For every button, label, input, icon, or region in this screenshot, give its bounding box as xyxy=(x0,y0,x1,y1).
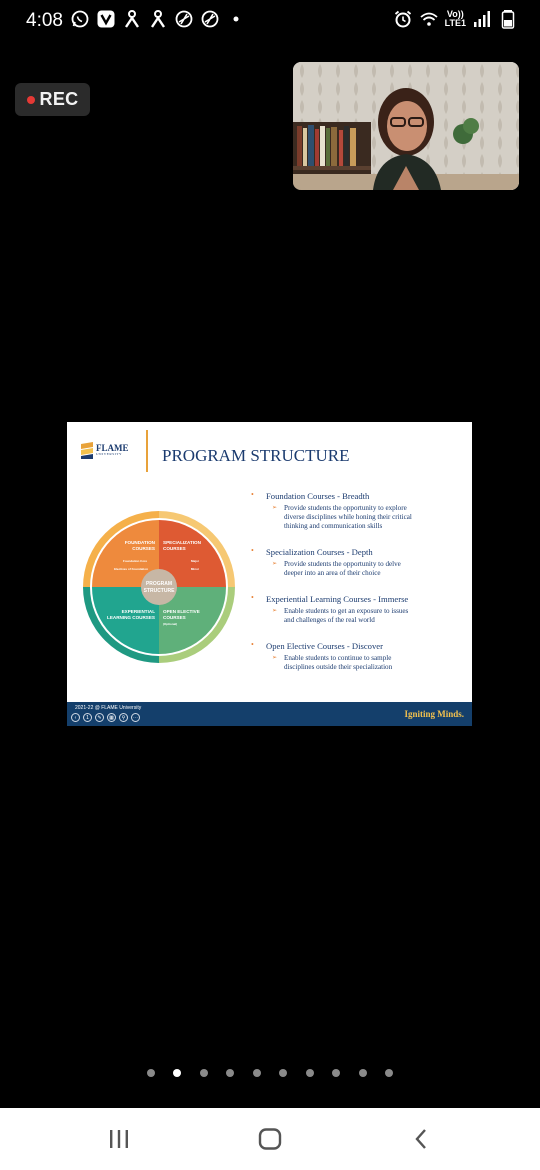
zoom-icon[interactable]: ⚲ xyxy=(119,713,128,722)
page-dot[interactable] xyxy=(279,1069,287,1077)
slide-footer xyxy=(67,702,472,726)
wifi-icon xyxy=(419,9,439,29)
recording-label: REC xyxy=(39,89,79,109)
participant-video-tile[interactable] xyxy=(293,62,519,190)
specialization-note-1: Major xyxy=(190,559,200,563)
page-dot-active[interactable] xyxy=(173,1069,181,1077)
page-dot[interactable] xyxy=(359,1069,367,1077)
status-bar xyxy=(0,0,540,44)
alarm-icon xyxy=(393,9,413,29)
footer-copyright: 2021-22 @ FLAME University xyxy=(75,705,142,711)
page-indicator[interactable] xyxy=(0,1069,540,1077)
bullet-heading: • Open Elective Courses - Discover xyxy=(251,641,463,651)
page-dot[interactable] xyxy=(147,1069,155,1077)
v-app-icon xyxy=(96,9,116,29)
bullet-text: ➢ Enable students to get an exposure to issues and challenges of the real world xyxy=(251,607,463,625)
grid-icon[interactable]: ▦ xyxy=(107,713,116,722)
title-divider xyxy=(146,430,148,472)
bullet-specialization xyxy=(251,547,463,578)
clock: 4:08 xyxy=(26,10,63,31)
bullet-heading: • Specialization Courses - Depth xyxy=(251,547,463,557)
whatsapp-icon xyxy=(70,9,90,29)
bullet-heading: • Foundation Courses - Breadth xyxy=(251,491,463,501)
specialization-label-2: COURSES xyxy=(163,546,186,551)
experiential-label-1: EXPERIENTIAL xyxy=(121,609,155,614)
more-icon[interactable]: ⋯ xyxy=(133,714,138,721)
foundation-note-2: Electives of Foundation xyxy=(114,567,148,571)
page-dot[interactable] xyxy=(200,1069,208,1077)
flame-university-logo xyxy=(81,442,129,459)
vpn-icon xyxy=(200,9,220,29)
specialization-note-2: Minor xyxy=(190,567,200,571)
home-icon xyxy=(258,1128,282,1150)
page-dot[interactable] xyxy=(306,1069,314,1077)
bullet-text: ➢ Enable students to continue to sample disciplines outside their specialization xyxy=(251,654,463,672)
bullet-open-elective xyxy=(251,641,463,672)
more-notifications-icon xyxy=(226,9,246,29)
system-icons xyxy=(393,9,518,29)
page-dot[interactable] xyxy=(226,1069,234,1077)
slideshow-toolbar[interactable] xyxy=(71,713,140,722)
bullet-experiential xyxy=(251,594,463,625)
foundation-note-1: Foundation Core xyxy=(123,559,147,563)
bullet-heading: • Experiential Learning Courses - Immerse xyxy=(251,594,463,604)
flame-logo-icon xyxy=(81,442,93,459)
bullet-text: ➢ Provide students the opportunity to explore diverse disciplines while honing their critical thinking and communication skills xyxy=(251,504,463,531)
bullet-foundation xyxy=(251,491,463,531)
slide-bullets xyxy=(251,491,463,688)
center-label-1: PROGRAM xyxy=(145,581,173,587)
bullet-text: ➢ Provide students the opportunity to delve deeper into an area of their choice xyxy=(251,560,463,578)
person-alert-icon xyxy=(122,9,142,29)
elective-note-1: (Optional) xyxy=(163,622,178,626)
recording-dot-icon xyxy=(27,96,35,104)
recent-apps-button[interactable] xyxy=(104,1124,134,1154)
logo-sub: UNIVERSITY xyxy=(96,452,122,457)
program-structure-wheel xyxy=(79,507,239,667)
vpn-icon xyxy=(174,9,194,29)
page-dot[interactable] xyxy=(385,1069,393,1077)
person-alert-icon xyxy=(148,9,168,29)
back-button[interactable] xyxy=(406,1124,436,1154)
pen-icon[interactable]: ✎ xyxy=(95,713,104,722)
notification-icons xyxy=(70,9,246,29)
experiential-label-2: LEARNING COURSES xyxy=(107,615,155,620)
center-label-2: STRUCTURE xyxy=(143,588,175,594)
battery-icon xyxy=(498,9,518,29)
elective-label-2: COURSES xyxy=(163,615,186,620)
logo-name: FLAME xyxy=(96,443,129,454)
participant-video-frame xyxy=(293,62,519,190)
page-dot[interactable] xyxy=(332,1069,340,1077)
recent-apps-icon xyxy=(108,1129,130,1149)
network-type: Vo)) LTE1 xyxy=(444,9,466,28)
wheel-center xyxy=(141,569,177,605)
signal-icon xyxy=(472,9,492,29)
home-button[interactable] xyxy=(255,1124,285,1154)
previous-slide-icon[interactable]: ‹ xyxy=(71,713,80,722)
system-navigation-bar xyxy=(0,1108,540,1170)
foundation-label-2: COURSES xyxy=(132,546,155,551)
slide-title: PROGRAM STRUCTURE xyxy=(162,446,350,465)
recording-badge xyxy=(15,83,90,116)
back-icon xyxy=(413,1128,429,1150)
elective-label-1: OPEN ELECTIVE xyxy=(163,609,200,614)
presentation-slide xyxy=(67,422,472,726)
foundation-label-1: FOUNDATION xyxy=(124,540,155,545)
slide-number[interactable]: 1 xyxy=(83,713,92,722)
tagline: Igniting Minds. xyxy=(404,709,464,719)
specialization-label-1: SPECIALIZATION xyxy=(163,540,201,545)
page-dot[interactable] xyxy=(253,1069,261,1077)
